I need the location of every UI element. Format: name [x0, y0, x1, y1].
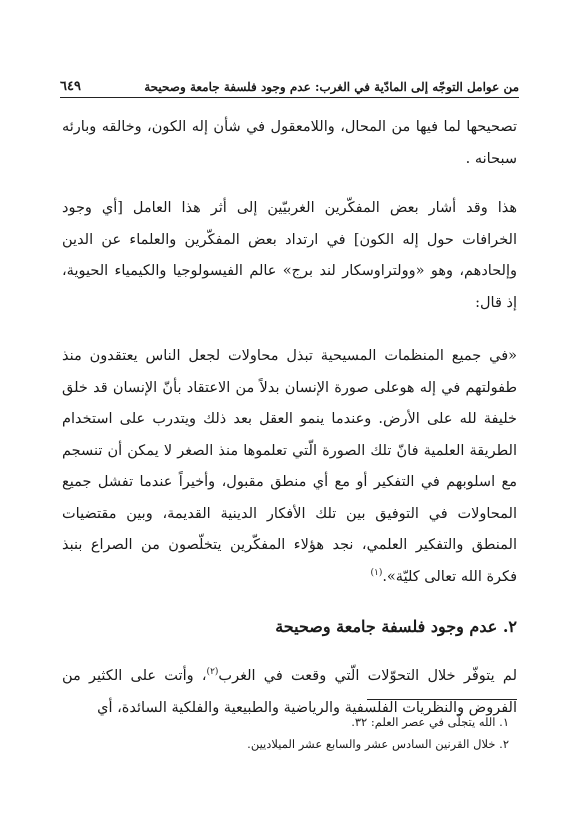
- page-header: [60, 68, 519, 98]
- footnote-1: ١. الله يتجلّى في عصر العلم: ٣٢.: [351, 715, 509, 729]
- footnotes: [62, 711, 509, 755]
- footnote-2: ٢. خلال القرنين السادس عشر والسابع عشر الميلاديين.: [247, 737, 509, 751]
- section-text-start: لم يتوفّر خلال التحوّلات الّتي وقعت في الغرب: [218, 668, 517, 684]
- page-number: ٦٤٩: [60, 79, 81, 94]
- running-head: من عوامل التوجّه إلى المادّية في الغرب: عدم وجود فلسفة جامعة وصحيحة: [144, 80, 519, 94]
- paragraph: هذا وقد أشار بعض المفكّرين الغربيّين إلى أثر هذا العامل [أي وجود الخرافات حول إله الكون] في ارتداد بعض المفكّرين والعلماء عن الدين وإلحادهم، وهو «وولتراوسكار لند برج» عالم الفيسولوجيا والكيمياء الحيوية، إذ قال:: [62, 200, 517, 311]
- section-text-end: ، وأتت على الكثير من الفروض والنظريات الفلسفية والرياضية والطبيعية والفلكية السائدة، أي: [62, 668, 517, 716]
- quote-text: «في جميع المنظمات المسيحية تبذل محاولات لجعل الناس يعتقدون منذ طفولتهم في إله هوعلى صورة الإنسان بدلاً من الاعتقاد بأنّ الإنسان قد خلق خليفة لله على الأرض. وعندما ينمو العقل بعد ذلك ويتدرب على استخدام الطريقة العلمية فانّ تلك الصورة الّتي تعلموها منذ الصغر لا يمكن أن تنسجم مع اسلوبهم في التفكير أو مع أي منطق مقبول، وأخيراً عندما تفشل جميع المحاولات في التوفيق بين تلك الأفكار الدينية القديمة، وبين مقتضيات المنطق والتفكير العلمي، نجد هؤلاء المفكّرين يتخلّصون من الصراع بنبذ فكرة الله تعالى كليّة».: [62, 348, 517, 585]
- section-heading: ٢. عدم وجود فلسفة جامعة وصحيحة: [275, 617, 517, 636]
- body-text: [62, 112, 517, 746]
- paragraph: تصحيحها لما فيها من المحال، واللامعقول في شأن إله الكون، وخالقه وبارئه سبحانه .: [62, 119, 517, 167]
- footnote-separator: [367, 699, 517, 700]
- quote-paragraph: [62, 341, 517, 593]
- footnote-marker: (٢): [206, 667, 219, 678]
- footnote-marker: (١): [370, 567, 383, 578]
